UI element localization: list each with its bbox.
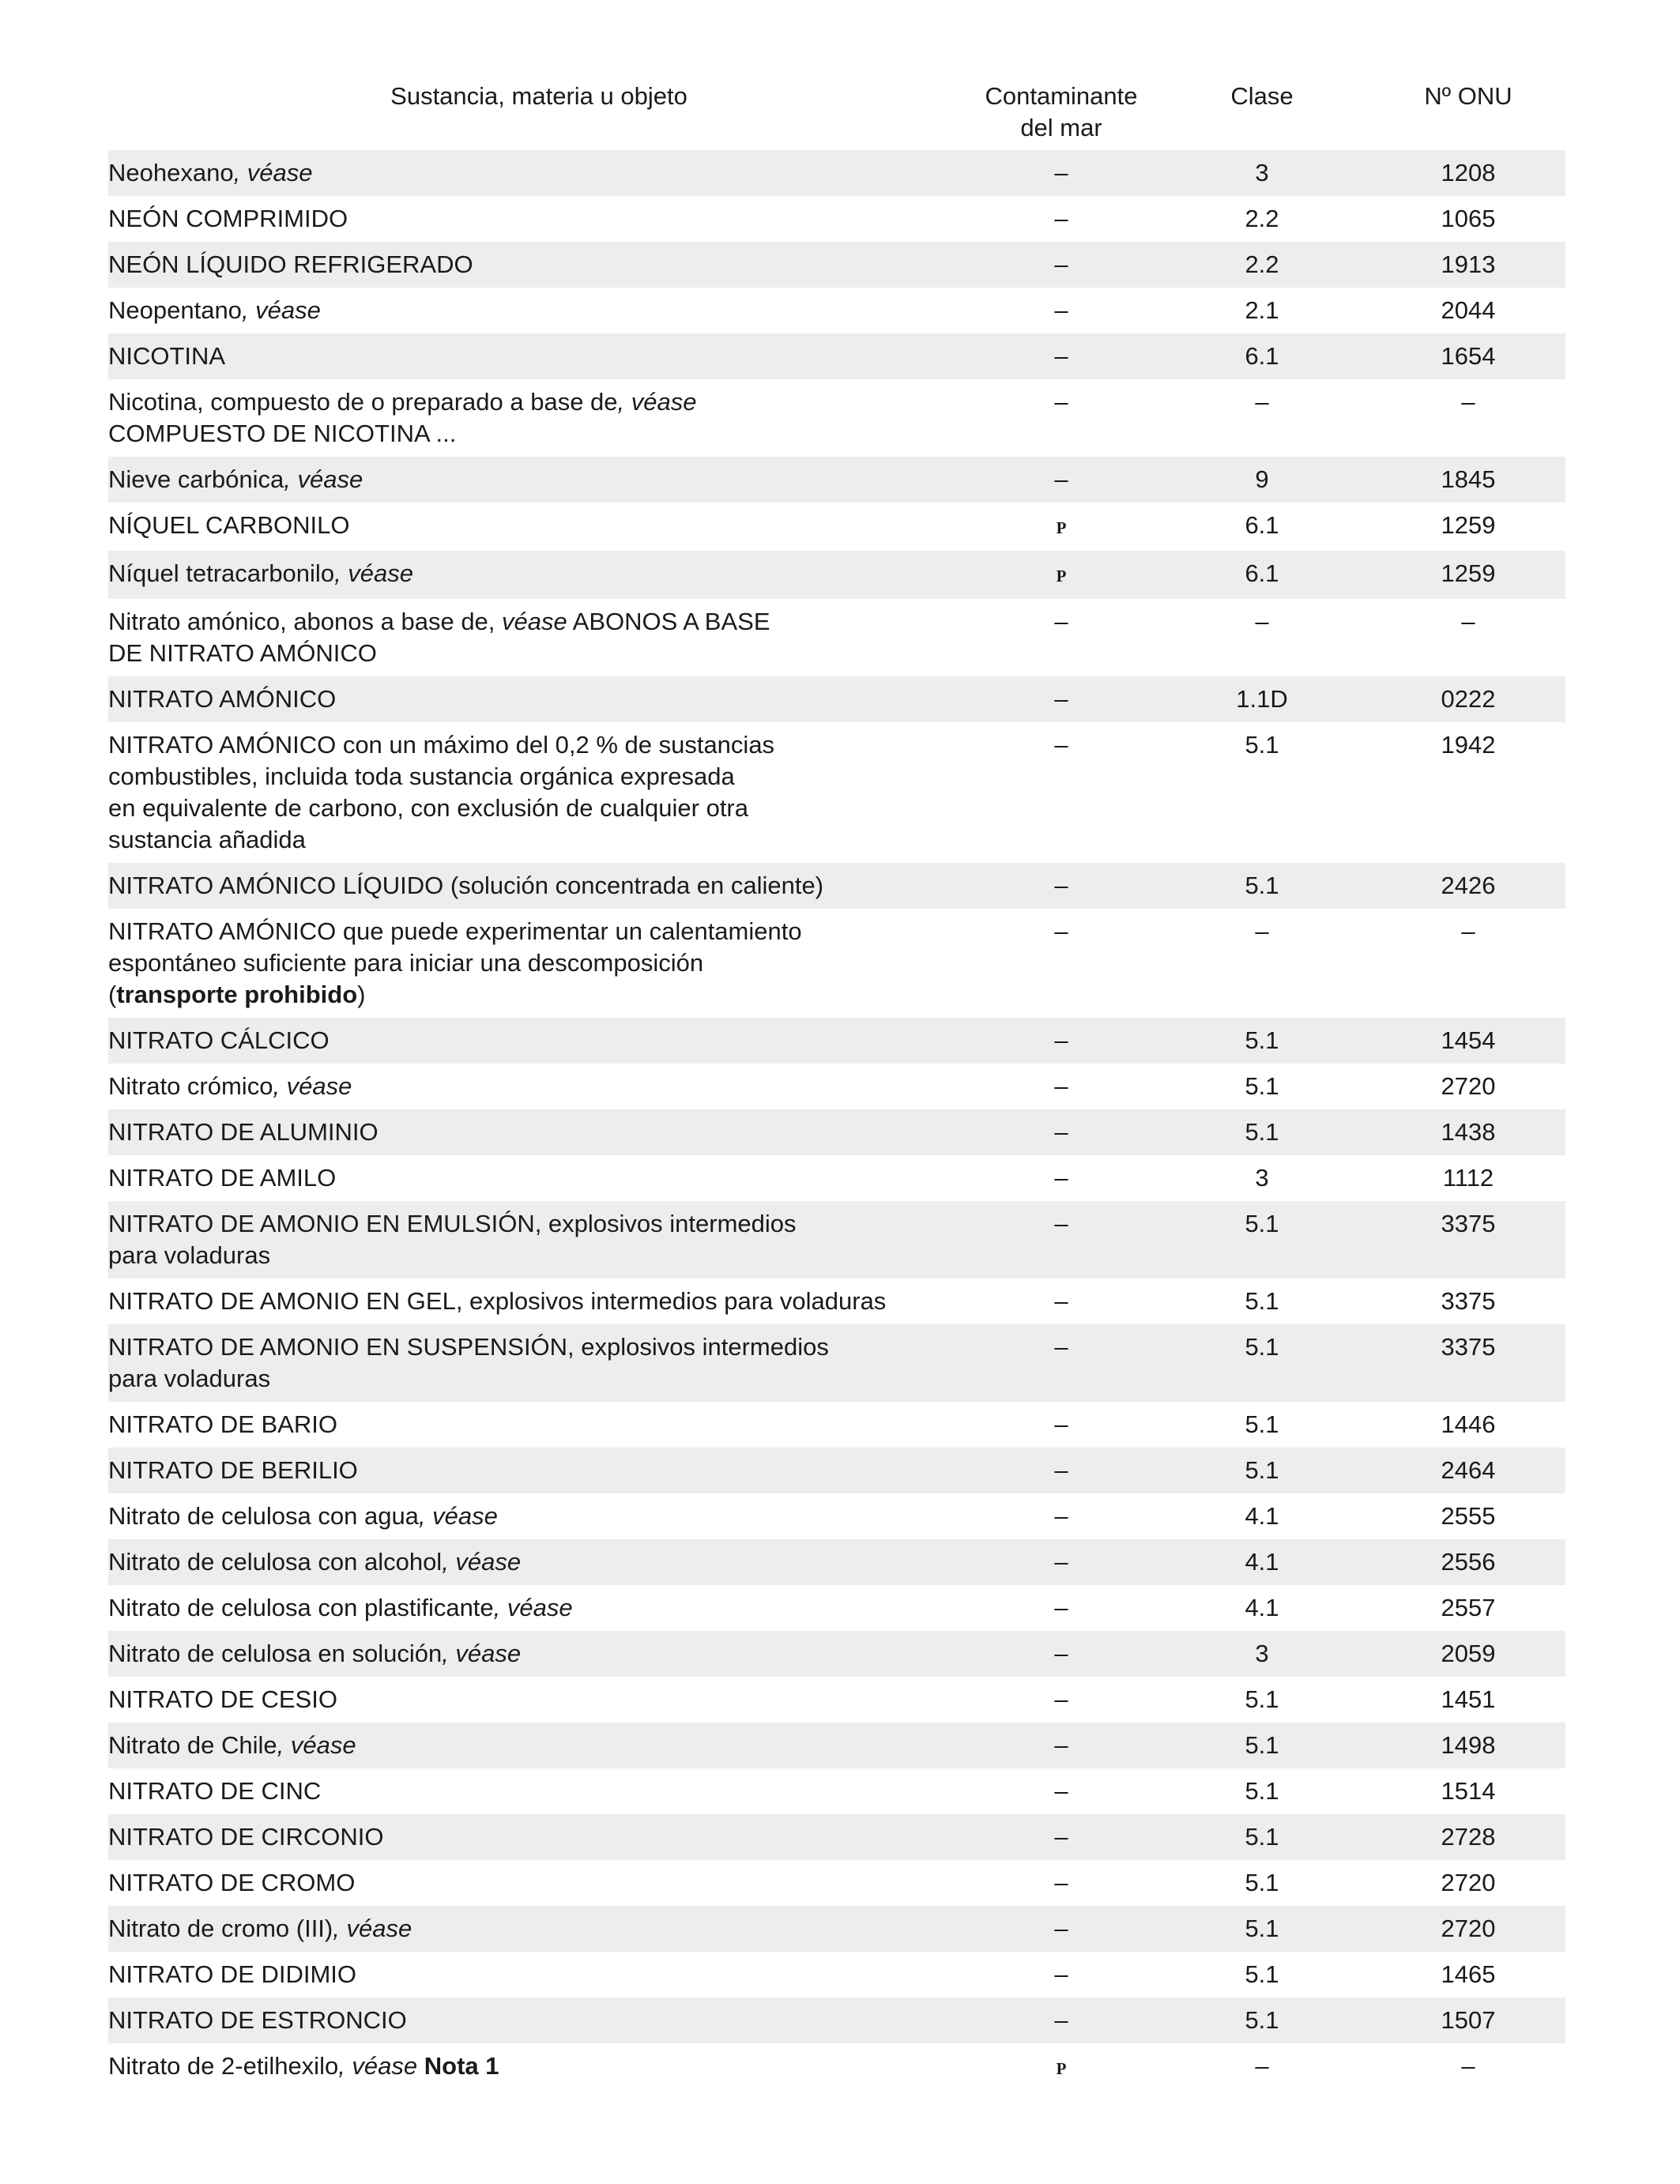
substance-text: NITRATO AMÓNICO — [108, 685, 337, 713]
marine-pollutant-value: – — [1054, 685, 1068, 713]
substance-cell — [108, 1493, 970, 1539]
substance-text: Nitrato de celulosa con alcohol — [108, 1548, 443, 1576]
substance-text: Níquel tetracarbonilo — [108, 559, 335, 587]
un-number-cell: 1446 — [1441, 1410, 1496, 1438]
class-cell: 6.1 — [1245, 511, 1279, 539]
un-number-cell: – — [1461, 388, 1475, 416]
table-body — [108, 150, 1565, 2092]
class-cell: 2.2 — [1245, 205, 1279, 232]
substance-text: NITRATO DE AMONIO EN SUSPENSIÓN, explosivos intermedios — [108, 1333, 829, 1361]
substance-cell — [108, 863, 970, 909]
un-number-cell: – — [1461, 917, 1475, 945]
header-marine-pollutant-line1: Contaminante — [985, 82, 1138, 110]
marine-pollutant-value: – — [1054, 1960, 1068, 1988]
table-row — [108, 1768, 1565, 1814]
marine-pollutant-cell — [970, 1677, 1153, 1723]
substance-text: NEÓN COMPRIMIDO — [108, 205, 348, 232]
marine-pollutant-value: – — [1054, 608, 1068, 635]
marine-pollutant-cell — [970, 1768, 1153, 1814]
italic-text: , véase — [277, 1731, 356, 1759]
table-row — [108, 1448, 1565, 1493]
un-number-cell: 1208 — [1371, 150, 1565, 196]
un-number-cell: 1112 — [1442, 1164, 1494, 1192]
marine-pollutant-cell — [970, 1998, 1153, 2043]
substance-text: para voladuras — [108, 1241, 271, 1269]
substance-text — [417, 2052, 424, 2080]
un-number-cell: 1498 — [1371, 1723, 1565, 1768]
substance-text: Nitrato de celulosa con agua — [108, 1502, 419, 1530]
substance-text: Nicotina, compuesto de o preparado a base de — [108, 388, 618, 416]
class-cell: 2.1 — [1245, 296, 1279, 324]
class-cell: 3 — [1153, 150, 1371, 196]
class-cell: 5.1 — [1245, 1287, 1279, 1315]
un-number-cell: 1913 — [1371, 242, 1565, 288]
class-cell: 5.1 — [1245, 1072, 1279, 1100]
table-row — [108, 1814, 1565, 1860]
marine-pollutant-value: – — [1054, 296, 1068, 324]
table-row — [108, 1539, 1565, 1585]
marine-pollutant-mark: P — [1056, 2059, 1067, 2078]
marine-pollutant-value: – — [1054, 1594, 1068, 1621]
table-row — [108, 1952, 1565, 1998]
substance-cell — [108, 2043, 970, 2092]
substance-text: NITRATO DE AMONIO EN GEL, explosivos intermedios para voladuras — [108, 1287, 887, 1315]
marine-pollutant-cell — [970, 863, 1153, 909]
substance-text: Neohexano — [108, 159, 234, 186]
table-row — [108, 551, 1565, 599]
substance-text: Nitrato de 2-etilhexilo — [108, 2052, 339, 2080]
class-cell: 5.1 — [1153, 1814, 1371, 1860]
un-number-cell: 2464 — [1371, 1448, 1565, 1493]
marine-pollutant-value: – — [1054, 1333, 1068, 1361]
un-number-cell: 3375 — [1371, 1201, 1565, 1278]
un-number-cell: – — [1461, 608, 1475, 635]
marine-pollutant-cell — [970, 1155, 1153, 1201]
table-row — [108, 676, 1565, 722]
substance-cell — [108, 551, 970, 599]
un-number-cell: 2426 — [1371, 863, 1565, 909]
marine-pollutant-value: – — [1054, 1777, 1068, 1805]
marine-pollutant-cell — [970, 457, 1153, 503]
marine-pollutant-value: – — [1054, 1915, 1068, 1942]
un-number-cell: 2044 — [1441, 296, 1496, 324]
un-number-cell: 1454 — [1371, 1018, 1565, 1064]
marine-pollutant-cell — [970, 503, 1153, 551]
marine-pollutant-cell — [970, 288, 1153, 333]
table-row — [108, 457, 1565, 503]
bold-text: Nota 1 — [424, 2052, 499, 2080]
substance-cell — [108, 503, 970, 551]
class-cell: 1.1D — [1153, 676, 1371, 722]
table-row — [108, 1109, 1565, 1155]
marine-pollutant-value: – — [1054, 1731, 1068, 1759]
table-row — [108, 1585, 1565, 1631]
marine-pollutant-value: – — [1054, 1210, 1068, 1237]
marine-pollutant-cell — [970, 1952, 1153, 1998]
table-row — [108, 599, 1565, 676]
marine-pollutant-cell — [970, 333, 1153, 379]
italic-text: véase — [502, 608, 567, 635]
marine-pollutant-cell — [970, 1064, 1153, 1109]
table-row — [108, 1018, 1565, 1064]
un-number-cell: 2557 — [1441, 1594, 1496, 1621]
class-cell: – — [1255, 2052, 1269, 2080]
substance-text: Nitrato de cromo (III) — [108, 1915, 333, 1942]
italic-text: , véase — [333, 1915, 412, 1942]
class-cell: 6.1 — [1153, 551, 1371, 599]
un-number-cell: 2720 — [1371, 1906, 1565, 1952]
marine-pollutant-value: – — [1054, 250, 1068, 278]
substance-text: Nitrato de celulosa en solución — [108, 1640, 443, 1667]
italic-text: , véase — [442, 1640, 522, 1667]
marine-pollutant-value: – — [1054, 2006, 1068, 2034]
marine-pollutant-value: – — [1054, 205, 1068, 232]
substance-text: NITRATO DE AMILO — [108, 1164, 337, 1192]
marine-pollutant-cell — [970, 1278, 1153, 1324]
class-cell: 2.2 — [1153, 242, 1371, 288]
table-row — [108, 1631, 1565, 1677]
italic-text: , véase — [418, 1502, 498, 1530]
table-row — [108, 333, 1565, 379]
un-number-cell: 1438 — [1371, 1109, 1565, 1155]
table-row — [108, 1860, 1565, 1906]
table-row — [108, 379, 1565, 457]
substance-cell — [108, 1155, 970, 1201]
substance-cell — [108, 1585, 970, 1631]
substance-text: NITRATO DE BERILIO — [108, 1456, 358, 1484]
italic-text: , véase — [241, 296, 321, 324]
substance-text: NITRATO DE AMONIO EN EMULSIÓN, explosivos intermedios — [108, 1210, 797, 1237]
class-cell: 5.1 — [1153, 863, 1371, 909]
substance-cell — [108, 1998, 970, 2043]
class-cell: 4.1 — [1245, 1502, 1279, 1530]
substance-text: Nitrato de celulosa con plastificante — [108, 1594, 494, 1621]
class-cell: 6.1 — [1153, 333, 1371, 379]
class-cell: 5.1 — [1153, 1201, 1371, 1278]
substance-text: NITRATO DE BARIO — [108, 1410, 337, 1438]
un-number-cell: 1259 — [1371, 551, 1565, 599]
class-cell: 4.1 — [1245, 1594, 1279, 1621]
marine-pollutant-value: – — [1054, 1164, 1068, 1192]
marine-pollutant-value: – — [1054, 342, 1068, 370]
un-number-cell: 2556 — [1371, 1539, 1565, 1585]
table-row — [108, 503, 1565, 551]
marine-pollutant-value: – — [1054, 1456, 1068, 1484]
substance-text: Nitrato de Chile — [108, 1731, 277, 1759]
class-cell: 5.1 — [1153, 1998, 1371, 2043]
marine-pollutant-value: – — [1054, 872, 1068, 899]
substance-cell — [108, 1539, 970, 1585]
un-number-cell: 1942 — [1441, 731, 1496, 759]
table-row — [108, 1064, 1565, 1109]
substance-cell — [108, 1860, 970, 1906]
substance-text: para voladuras — [108, 1365, 271, 1392]
marine-pollutant-value: – — [1054, 1410, 1068, 1438]
marine-pollutant-value: – — [1054, 1869, 1068, 1896]
substance-cell — [108, 1906, 970, 1952]
un-number-cell: 1065 — [1441, 205, 1496, 232]
class-cell: 3 — [1153, 1631, 1371, 1677]
substance-text: NITRATO DE CIRCONIO — [108, 1823, 384, 1851]
un-number-cell: 2555 — [1441, 1502, 1496, 1530]
class-cell: 4.1 — [1153, 1539, 1371, 1585]
marine-pollutant-cell — [970, 150, 1153, 196]
marine-pollutant-cell — [970, 1018, 1153, 1064]
class-cell: 5.1 — [1153, 1448, 1371, 1493]
un-number-cell: 1845 — [1371, 457, 1565, 503]
marine-pollutant-value: – — [1054, 1118, 1068, 1146]
substance-cell — [108, 1018, 970, 1064]
marine-pollutant-mark: P — [1056, 518, 1067, 537]
substance-text: NICOTINA — [108, 342, 226, 370]
substance-cell — [108, 1814, 970, 1860]
substance-text: NÍQUEL CARBONILO — [108, 511, 350, 539]
substance-cell — [108, 1402, 970, 1448]
table-row — [108, 1155, 1565, 1201]
un-number-cell: 1451 — [1441, 1685, 1496, 1713]
substance-cell — [108, 1448, 970, 1493]
un-number-cell: 2728 — [1371, 1814, 1565, 1860]
table-row — [108, 150, 1565, 196]
marine-pollutant-cell — [970, 1448, 1153, 1493]
substance-text: NITRATO DE CROMO — [108, 1869, 356, 1896]
marine-pollutant-cell — [970, 1539, 1153, 1585]
substance-text: COMPUESTO DE NICOTINA ... — [108, 420, 457, 447]
substance-text: Neopentano — [108, 296, 242, 324]
class-cell: 5.1 — [1153, 1109, 1371, 1155]
substance-cell — [108, 242, 970, 288]
substance-text: NITRATO DE ALUMINIO — [108, 1118, 379, 1146]
substance-cell — [108, 457, 970, 503]
substance-cell — [108, 196, 970, 242]
marine-pollutant-cell — [970, 1906, 1153, 1952]
italic-text: , véase — [233, 159, 313, 186]
substance-text: ( — [108, 981, 117, 1008]
substance-cell — [108, 288, 970, 333]
marine-pollutant-cell — [970, 2043, 1153, 2092]
marine-pollutant-cell — [970, 1201, 1153, 1278]
marine-pollutant-value: – — [1054, 1502, 1068, 1530]
un-number-cell: 2059 — [1371, 1631, 1565, 1677]
substance-table — [108, 79, 1565, 2092]
marine-pollutant-value: – — [1054, 1072, 1068, 1100]
table-row — [108, 242, 1565, 288]
table-row — [108, 1278, 1565, 1324]
marine-pollutant-cell — [970, 1860, 1153, 1906]
marine-pollutant-value: – — [1054, 1640, 1068, 1667]
substance-cell — [108, 1109, 970, 1155]
marine-pollutant-value: – — [1054, 1548, 1068, 1576]
substance-text: NITRATO AMÓNICO con un máximo del 0,2 % de sustancias — [108, 731, 775, 759]
italic-text: , véase — [334, 559, 414, 587]
marine-pollutant-cell — [970, 551, 1153, 599]
marine-pollutant-cell — [970, 379, 1153, 457]
substance-text: sustancia añadida — [108, 826, 306, 853]
class-cell: – — [1255, 608, 1269, 635]
header-marine-pollutant — [970, 79, 1153, 150]
substance-text: Nitrato amónico, abonos a base de, — [108, 608, 503, 635]
substance-text: NITRATO CÁLCICO — [108, 1026, 330, 1054]
table-row — [108, 1201, 1565, 1278]
substance-cell — [108, 909, 970, 1018]
class-cell: 5.1 — [1245, 731, 1279, 759]
substance-cell — [108, 1768, 970, 1814]
class-cell: 5.1 — [1245, 1410, 1279, 1438]
un-number-cell: 1465 — [1441, 1960, 1496, 1988]
substance-cell — [108, 722, 970, 863]
substance-text: NITRATO AMÓNICO que puede experimentar un calentamiento — [108, 917, 802, 945]
marine-pollutant-cell — [970, 909, 1153, 1018]
class-cell: 5.1 — [1153, 1018, 1371, 1064]
marine-pollutant-cell — [970, 1109, 1153, 1155]
marine-pollutant-value: – — [1054, 1287, 1068, 1315]
marine-pollutant-cell — [970, 1723, 1153, 1768]
substance-text: en equivalente de carbono, con exclusión de cualquier otra — [108, 794, 748, 822]
table-row — [108, 196, 1565, 242]
table-header-row — [108, 79, 1565, 150]
table-row — [108, 1324, 1565, 1402]
marine-pollutant-cell — [970, 1324, 1153, 1402]
marine-pollutant-value: – — [1054, 388, 1068, 416]
marine-pollutant-value: – — [1054, 917, 1068, 945]
class-cell: 3 — [1255, 1164, 1269, 1192]
un-number-cell: – — [1461, 2052, 1475, 2080]
substance-cell — [108, 1324, 970, 1402]
marine-pollutant-cell — [970, 196, 1153, 242]
table-row — [108, 722, 1565, 863]
class-cell: 5.1 — [1153, 1906, 1371, 1952]
class-cell: – — [1255, 917, 1269, 945]
substance-text: DE NITRATO AMÓNICO — [108, 639, 377, 667]
substance-cell — [108, 1723, 970, 1768]
marine-pollutant-cell — [970, 1402, 1153, 1448]
table-row — [108, 288, 1565, 333]
marine-pollutant-cell — [970, 676, 1153, 722]
marine-pollutant-value: – — [1054, 465, 1068, 493]
substance-cell — [108, 676, 970, 722]
un-number-cell: 0222 — [1371, 676, 1565, 722]
class-cell: 5.1 — [1245, 1869, 1279, 1896]
header-un-number: Nº ONU — [1424, 82, 1512, 110]
marine-pollutant-value: – — [1054, 159, 1068, 186]
class-cell: 5.1 — [1245, 1777, 1279, 1805]
substance-cell — [108, 1952, 970, 1998]
table-row — [108, 1402, 1565, 1448]
substance-text: NITRATO DE CINC — [108, 1777, 322, 1805]
marine-pollutant-value: – — [1054, 1823, 1068, 1851]
substance-text: NITRATO AMÓNICO LÍQUIDO (solución concentrada en caliente) — [108, 872, 824, 899]
substance-cell — [108, 333, 970, 379]
un-number-cell: 3375 — [1441, 1287, 1496, 1315]
substance-text: ABONOS A BASE — [567, 608, 770, 635]
substance-text: ) — [357, 981, 366, 1008]
italic-text: , véase — [493, 1594, 573, 1621]
class-cell: 9 — [1153, 457, 1371, 503]
un-number-cell: 1259 — [1441, 511, 1496, 539]
header-marine-pollutant-line2: del mar — [1020, 114, 1102, 141]
un-number-cell: 2720 — [1441, 1072, 1496, 1100]
substance-cell — [108, 1064, 970, 1109]
table-row — [108, 1493, 1565, 1539]
marine-pollutant-cell — [970, 1814, 1153, 1860]
class-cell: – — [1255, 388, 1269, 416]
un-number-cell: 3375 — [1371, 1324, 1565, 1402]
class-cell: 5.1 — [1245, 1685, 1279, 1713]
substance-text: NEÓN LÍQUIDO REFRIGERADO — [108, 250, 473, 278]
marine-pollutant-value: – — [1054, 1026, 1068, 1054]
un-number-cell: 1654 — [1371, 333, 1565, 379]
marine-pollutant-value: – — [1054, 731, 1068, 759]
table-row — [108, 909, 1565, 1018]
substance-cell — [108, 1201, 970, 1278]
italic-text: , véase — [338, 2052, 418, 2080]
marine-pollutant-mark: P — [1056, 567, 1067, 586]
class-cell: 5.1 — [1153, 1324, 1371, 1402]
substance-text: NITRATO DE ESTRONCIO — [108, 2006, 407, 2034]
marine-pollutant-cell — [970, 242, 1153, 288]
substance-cell — [108, 1631, 970, 1677]
class-cell: 5.1 — [1245, 1960, 1279, 1988]
substance-cell — [108, 599, 970, 676]
table-row — [108, 1677, 1565, 1723]
un-number-cell: 2720 — [1441, 1869, 1496, 1896]
table-row — [108, 2043, 1565, 2092]
un-number-cell: 1507 — [1371, 1998, 1565, 2043]
table-row — [108, 1723, 1565, 1768]
substance-cell — [108, 379, 970, 457]
header-class: Clase — [1230, 82, 1294, 110]
table-row — [108, 863, 1565, 909]
marine-pollutant-cell — [970, 1585, 1153, 1631]
marine-pollutant-cell — [970, 722, 1153, 863]
substance-cell — [108, 1677, 970, 1723]
table-row — [108, 1998, 1565, 2043]
italic-text: , véase — [442, 1548, 522, 1576]
marine-pollutant-cell — [970, 1631, 1153, 1677]
substance-text: espontáneo suficiente para iniciar una descomposición — [108, 949, 704, 977]
class-cell: 5.1 — [1153, 1723, 1371, 1768]
marine-pollutant-value: – — [1054, 1685, 1068, 1713]
substance-text: NITRATO DE CESIO — [108, 1685, 337, 1713]
table-row — [108, 1906, 1565, 1952]
marine-pollutant-cell — [970, 1493, 1153, 1539]
bold-text: transporte prohibido — [116, 981, 358, 1008]
substance-text: combustibles, incluida toda sustancia orgánica expresada — [108, 763, 735, 790]
substance-cell — [108, 150, 970, 196]
substance-text: Nitrato crómico — [108, 1072, 273, 1100]
substance-cell — [108, 1278, 970, 1324]
header-substance: Sustancia, materia u objeto — [390, 82, 687, 110]
un-number-cell: 1514 — [1441, 1777, 1496, 1805]
italic-text: , véase — [617, 388, 697, 416]
italic-text: , véase — [273, 1072, 352, 1100]
marine-pollutant-cell — [970, 599, 1153, 676]
italic-text: , véase — [284, 465, 363, 493]
substance-text: NITRATO DE DIDIMIO — [108, 1960, 357, 1988]
substance-text: Nieve carbónica — [108, 465, 284, 493]
